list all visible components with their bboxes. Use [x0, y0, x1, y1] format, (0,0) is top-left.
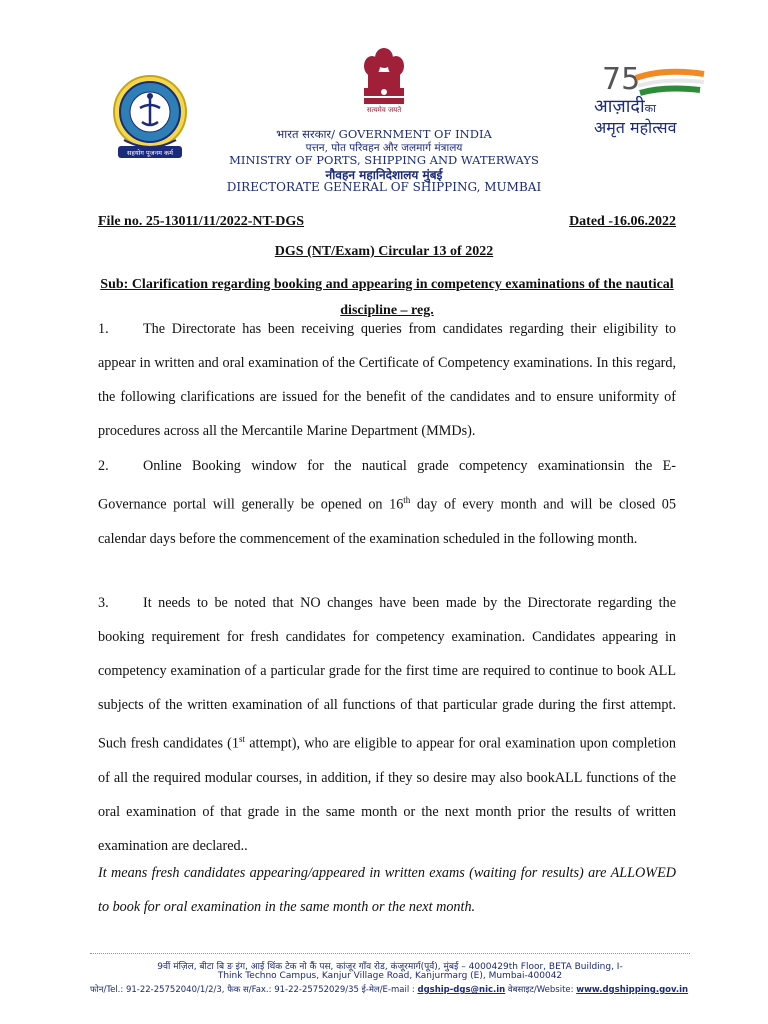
emblem-motto: सत्यमेव जयते [366, 106, 402, 114]
footer-divider [90, 953, 690, 954]
footer-address-line2: Think Techno Campus, Kanjur Village Road, Kanjurmarg (E), Mumbai-400042 [217, 971, 563, 981]
paragraph-text-cont: day of every month and will be closed 05 calendar days before the commencement of the examination scheduled in the following month. [98, 496, 676, 547]
paragraph-2 [98, 449, 676, 556]
seal-motto-text: सहयोग पूजनम कर्म [127, 149, 173, 157]
file-number: File no. 25-13011/11/2022-NT-DGS [98, 214, 305, 229]
footer-address-line1: 9वीं मंज़िल, बीटा बि ङ इंग, आई थिंक टेक नो कैं पस, कांजूर गाँव रोड, कंजूरमार्ग(पूर्व), मुंबई – 4000429th Floor, BETA Building, I- [157, 962, 623, 972]
subject-line: Sub: Clarification regarding booking and appearing in competency examinations of the nautical discipline – reg. [100, 277, 674, 318]
italic-note: It means fresh candidates appearing/appeared in written exams (waiting for results) are ALLOWED to book for oral examination in the same month or the next month. [98, 865, 676, 915]
footer-website-link[interactable]: www.dgshipping.gov.in [576, 985, 689, 995]
header-directorate-hindi: नौवहन महानिदेशालय मुंबई [325, 168, 443, 182]
circular-title: DGS (NT/Exam) Circular 13 of 2022 [274, 244, 494, 259]
paragraph-text: The Directorate has been receiving queries from candidates regarding their eligibility to appear in written and oral examination of the Certificate of Competency examinations. In this regard, the following clarifications are issued for the benefit of the candidates and to ensure uniformity of procedures across all the Mercantile Marine Department (MMDs). [98, 321, 676, 439]
azadi-ka-word: का [644, 102, 656, 115]
superscript: th [403, 495, 411, 505]
paragraph-text: It needs to be noted that NO changes have been made by the Directorate regarding the booking requirement for fresh candidates for competency examination. Candidates appearing in competency examination of a particular grade for the first time are required to continue to book ALL subjects of the written examination of all functions of that particular grade during the first attempt. Such fresh candidates (1 [98, 595, 676, 752]
national-emblem [354, 42, 414, 122]
paragraph-number: 3. [98, 595, 109, 611]
superscript: st [239, 734, 246, 744]
azadi-number: 75 [602, 62, 641, 97]
footer-email-link[interactable]: dgship-dgs@nic.in [417, 985, 506, 995]
azadi-word: आज़ादी [594, 96, 645, 117]
footer-tel-fax: फोन/Tel.: 91-22-25752040/1/2/3, फैक स/Fax.: 91-22-25752029/35 ई-मेल/E-mail : [90, 985, 415, 995]
amrit-mahotsav-word: अमृत महोत्सव [594, 118, 677, 137]
paragraph-1 [98, 312, 676, 448]
paragraph-number: 2. [98, 458, 109, 474]
footer-website-label: वेबसाइट/Website: [505, 985, 577, 995]
footer-contact-line [90, 984, 690, 995]
header-directorate: DIRECTORATE GENERAL OF SHIPPING, MUMBAI [226, 180, 542, 194]
document-date: Dated -16.06.2022 [569, 214, 676, 229]
paragraph-text: Online Booking window for the nautical grade competency examinationsin the E-Governance portal will generally be opened on 16 [98, 458, 676, 513]
paragraph-text-cont: attempt), who are eligible to appear for oral examination upon completion of all the required modular courses, in addition, if they so desire may also bookALL functions of the oral examination of that grade in the same month or the next month prior the results of written examination are declared.. [98, 735, 676, 854]
header-ministry: MINISTRY OF PORTS, SHIPPING AND WATERWAYS [229, 153, 539, 167]
header-govt-of-india: भारत सरकार/ GOVERNMENT OF INDIA [276, 127, 492, 141]
paragraph-3 [98, 586, 676, 863]
header-ministry-hindi: पत्तन, पोत परिवहन और जलमार्ग मंत्रालय [305, 142, 463, 154]
paragraph-number: 1. [98, 321, 109, 337]
